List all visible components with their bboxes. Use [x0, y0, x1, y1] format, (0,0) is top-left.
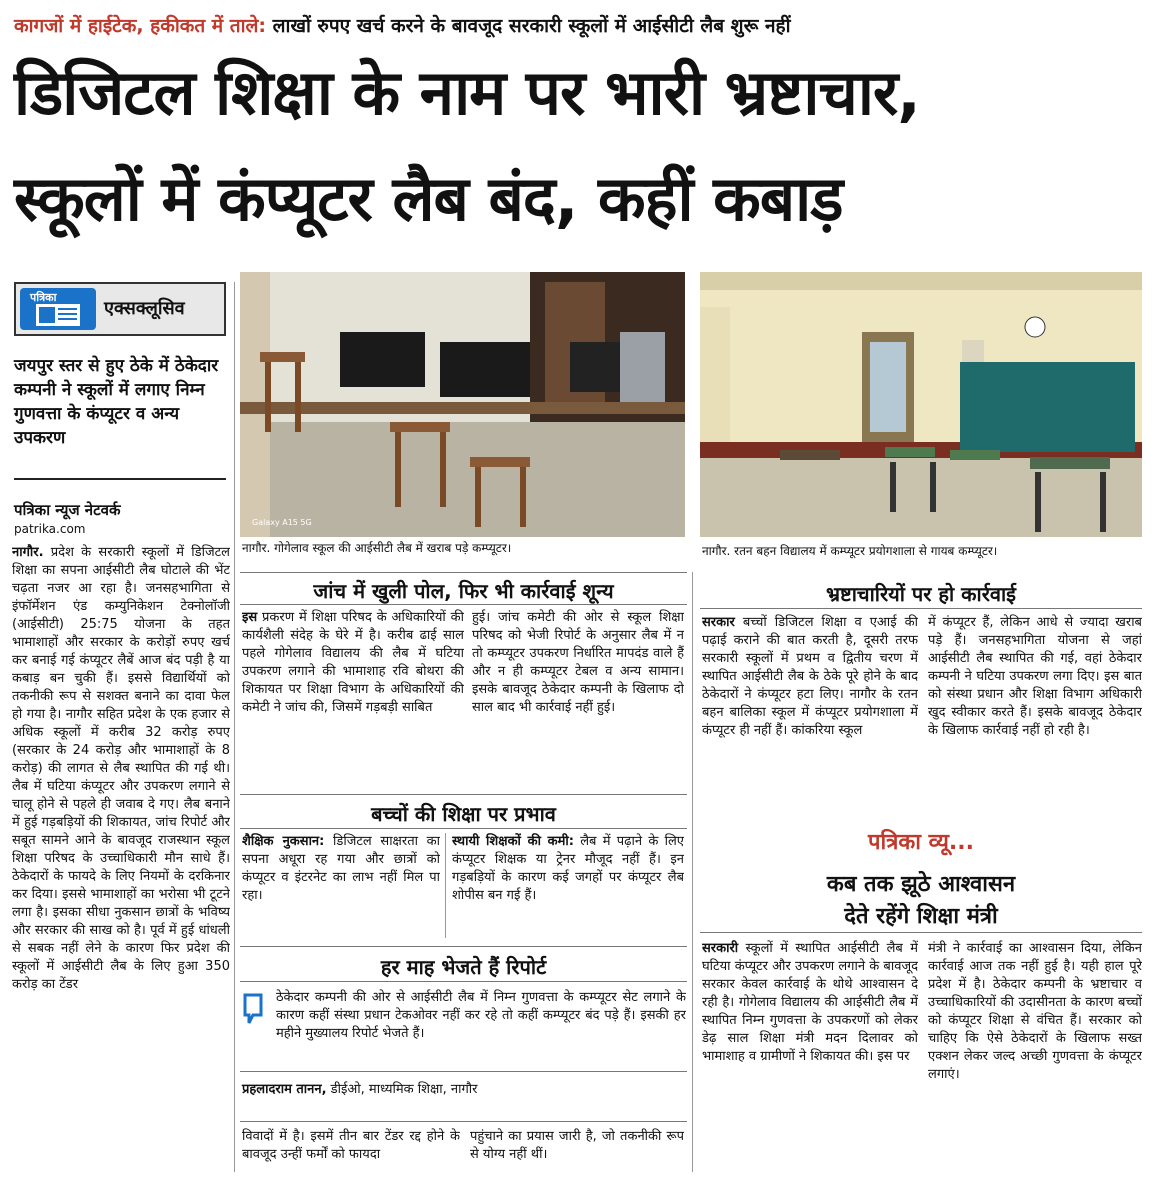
section1-col1: [242, 609, 464, 789]
kicker-red: कागजों में हाईटेक, हकीकत में ताले:: [14, 15, 267, 37]
quote-icon: [243, 993, 265, 1025]
divider: [240, 572, 687, 573]
section4-title: भ्रष्टाचारियों पर हो कार्रवाई: [825, 582, 1016, 606]
section4-col1-text: बच्चों डिजिटल शिक्षा व एआई की पढ़ाई कराने की बात करती है, दूसरी तरफ सरकारी स्कूलों में प्रथम व द्वितीय चरण में स्थापित आईसीटी लैब के ठेके पूरे होने के बाद ठेकेदारों ने कंप्यूटर हटा लिए। नागौर के रतन बहन बालिका स्कूल में कंप्यूटर प्रयोगशाला में कंप्यूटर ही नहीं हैं। कांकरिया स्कूल: [702, 615, 918, 738]
view-lead: सरकारी: [702, 941, 739, 956]
column-divider: [234, 282, 235, 1172]
byline-site: patrika.com: [14, 522, 86, 536]
divider: [240, 828, 687, 829]
view-col1-text: स्कूलों में स्थापित आईसीटी लैब में घटिया कंप्यूटर और उपकरण लगाने के बावजूद सरकार केवल कार्रवाई के थोथे आश्वासन दे रही है। गोगेलाव विद्यालय की आईसीटी लैब में स्थापित निम्न गुणवत्ता के उपकरणों को लेकर डेढ़ साल शिक्षा मंत्री मदन दिलावर को भामाशाह व ग्रामीणों ने शिकायत की। इस पर: [702, 941, 918, 1064]
column-divider: [692, 572, 693, 1172]
section4-col2: में कंप्यूटर हैं, लेकिन आधे से ज्यादा खराब पड़े हैं। जनसहभागिता योजना से जहां आईसीटी लैब स्थापित की गई, वहां ठेकेदार कम्पनी ने घटिया उपकरण लगा दिए। इस बात को संस्था प्रधान और शिक्षा विभाग अधिकारी खुद स्वीकार करते हैं। इसके बावजूद ठेकेदार के खिलाफ कार्रवाई नहीं हो रही है।: [928, 615, 1142, 738]
photo-ratan-bahan-lab: [700, 272, 1142, 537]
main-story-place: नागौर.: [12, 545, 44, 560]
section4-lead: सरकार: [702, 615, 735, 630]
section2-right-text: लैब में पढ़ाने के लिए कंप्यूटर शिक्षक या ट्रेनर मौजूद नहीं हैं। इन गड़बड़ियों के कारण कई जगहों पर कंप्यूटर लैब शोपीस बन गई हैं।: [452, 834, 684, 903]
section3-designation: डीईओ, माध्यमिक शिक्षा, नागौर: [330, 1082, 478, 1097]
section2-left-text: डिजिटल साक्षरता का सपना अधूरा रह गया और छात्रों को कंप्यूटर व इंटरनेट का लाभ नहीं मिल पा रहा।: [242, 834, 440, 903]
divider: [240, 1121, 687, 1122]
main-story: [12, 544, 230, 1171]
bottom-continuation-col2: पहुंचाने का प्रयास जारी है, जो तकनीकी रूप से योग्य नहीं थीं।: [470, 1129, 684, 1162]
divider: [240, 604, 687, 605]
divider: [14, 478, 226, 480]
section1-col2: हुई। जांच कमेटी की ओर से स्कूल शिक्षा परिषद को भेजी रिपोर्ट के अनुसार लैब में न तो कम्प्यूटर उपकरण निर्धारित मापदंड वाले हैं और न ही कम्प्यूटर टेबल व अन्य सामान। इसके बावजूद ठेकेदार कम्पनी के खिलाफ दो साल बाद भी कार्रवाई नहीं हुई।: [472, 610, 684, 715]
divider: [240, 794, 687, 795]
photo-left-caption: नागौर. गोगेलाव स्कूल की आईसीटी लैब में खराब पड़े कम्प्यूटर।: [242, 541, 512, 555]
photo-watermark: Galaxy A15 5G: [252, 518, 312, 527]
section1-lead: इस: [242, 610, 258, 625]
column-divider: [445, 833, 446, 938]
section2-left-lead: शैक्षिक नुकसान:: [242, 834, 325, 849]
divider: [240, 946, 687, 947]
patrika-logo: [20, 288, 96, 330]
exclusive-badge: [14, 282, 226, 336]
bottom-continuation-col1: विवादों में है। इसमें तीन बार टेंडर रद्द होने के बावजूद उन्हीं फर्मों को फायदा: [242, 1129, 460, 1162]
section2-title: बच्चों की शिक्षा पर प्रभाव: [371, 802, 556, 826]
photo-gogelav-lab: [240, 272, 685, 537]
exclusive-label: एक्सक्लूसिव: [104, 298, 185, 319]
headline-line2: स्कूलों में कंप्यूटर लैब बंद, कहीं कबाड़: [14, 162, 843, 235]
classroom-photo-illustration: [700, 272, 1142, 537]
divider: [700, 932, 1142, 933]
patrika-logo-text: पत्रिका: [30, 291, 57, 304]
section1-col1-text: प्रकरण में शिक्षा परिषद के अधिकारियों की कार्यशैली संदेह के घेरे में है। करीब ढाई साल पहले गोगेलाव विद्यालय की लैब में घटिया उपकरण लगाने की भामाशाह रवि बोथरा की शिकायत पर शिक्षा विभाग के अधिकारियों की कमेटी ने जांच की, जिसमें गड़बड़ी साबित: [242, 610, 464, 715]
section3-name: प्रहलादराम तानन,: [242, 1082, 327, 1097]
kicker-black: लाखों रुपए खर्च करने के बावजूद सरकारी स्कूलों में आईसीटी लैब शुरू नहीं: [272, 15, 791, 37]
divider: [240, 1071, 687, 1072]
photo-right-caption: नागौर. रतन बहन विद्यालय में कम्प्यूटर प्रयोगशाला से गायब कम्प्यूटर।: [702, 544, 998, 558]
exclusive-summary: जयपुर स्तर से हुए ठेके में ठेकेदार कम्पनी ने स्कूलों में लगाए निम्न गुणवत्ता के कंप्यूटर व अन्य उपकरण: [14, 356, 219, 448]
view-label: पत्रिका व्यू...: [868, 830, 974, 855]
byline-network: पत्रिका न्यूज नेटवर्क: [14, 501, 121, 519]
kicker-line: [14, 12, 1144, 38]
lab-photo-illustration: [240, 272, 685, 537]
section3-quote: ठेकेदार कम्पनी की ओर से आईसीटी लैब में निम्न गुणवत्ता के कम्प्यूटर सेट लगाने के कारण कहीं संस्था प्रधान टेकओवर नहीं कर रहे तो कहीं कम्प्यूटर बंद पड़े हैं। इसकी हर महीने मुख्यालय रिपोर्ट भेजते हैं।: [276, 990, 686, 1041]
main-story-text: प्रदेश के सरकारी स्कूलों में डिजिटल शिक्षा का सपना आईसीटी लैब घोटाले की भेंट चढ़ता नजर आ रहा है। जनसहभागिता से इंफॉर्मेशन एंड कम्युनिकेशन टेक्नोलॉजी (आईसीटी) 25:75 योजना के तहत भामाशाहों और सरकार के करोड़ों रुपए खर्च कर बनाई गई कंप्यूटर लैबें आज बंद पड़ी है या कबाड़ बन चुकी हैं। इससे विद्यार्थियों को तकनीकी रूप से सशक्त बनाने का दावा फेल हो गया है। नागौर सहित प्रदेश के एक हजार से अधिक स्कूलों में करीब 32 करोड़ रुपए (सरकार के 24 करोड़ और भामाशाहों के 8 करोड़) की लागत से लैब स्थापित की गई थी। लैब में घटिया कंप्यूटर और उपकरण लगाने से चालू होने से पहले ही जवाब दे गए। लैब बनाने में हुई गड़बड़ियों की शिकायत, जांच रिपोर्ट और सबूत सामने आने के बावजूद राजस्थान स्कूल शिक्षा परिषद के उच्चाधिकारी मौन साधे हैं। ठेकेदारों के फायदे के लिए नियमों के दरकिनार कर दिया। इससे भामाशाहों का भरोसा भी टूटने लगा है। इसका सीधा नुकसान छात्रों के भविष्य और सरकार की साख को है। पूर्व में हुई धांधली से सबक नहीं लेने के कारण फिर प्रदेश की स्कूलों में आईसीटी लैब के लिए हुआ 350 करोड़ का टेंडर: [12, 545, 230, 992]
view-col2: मंत्री ने कार्रवाई का आश्वासन दिया, लेकिन कार्रवाई आज तक नहीं हुई है। यही हाल पूरे प्रदेश में है। ठेकेदार कम्पनी के भ्रष्टाचार व उच्चाधिकारियों की उदासीनता के कारण बच्चों को कंप्यूटर शिक्षा से वंचित हैं। सरकार को चाहिए कि ऐसे ठेकेदारों के खिलाफ सख्त एक्शन लेकर जल्द अच्छी गुणवत्ता के कंप्यूटर लगाएं।: [928, 941, 1142, 1082]
section3-title: हर माह भेजते हैं रिपोर्ट: [380, 955, 547, 979]
section2-right-lead: स्थायी शिक्षकों की कमी:: [452, 834, 574, 849]
section2-left: [242, 833, 440, 943]
section1-title: जांच में खुली पोल, फिर भी कार्रवाई शून्य: [313, 579, 614, 603]
view-title-line2: देते रहेंगे शिक्षा मंत्री: [844, 904, 998, 929]
divider: [700, 608, 1142, 609]
headline-line1: डिजिटल शिक्षा के नाम पर भारी भ्रष्टाचार,: [14, 56, 920, 129]
newspaper-icon: [36, 304, 80, 326]
section4-col1: [702, 614, 918, 814]
section2-right: [452, 833, 684, 943]
section3-attribution: [242, 1079, 478, 1097]
view-col1: [702, 940, 918, 1172]
divider: [240, 981, 687, 982]
view-title-line1: कब तक झूठे आश्वासन: [826, 872, 1016, 897]
